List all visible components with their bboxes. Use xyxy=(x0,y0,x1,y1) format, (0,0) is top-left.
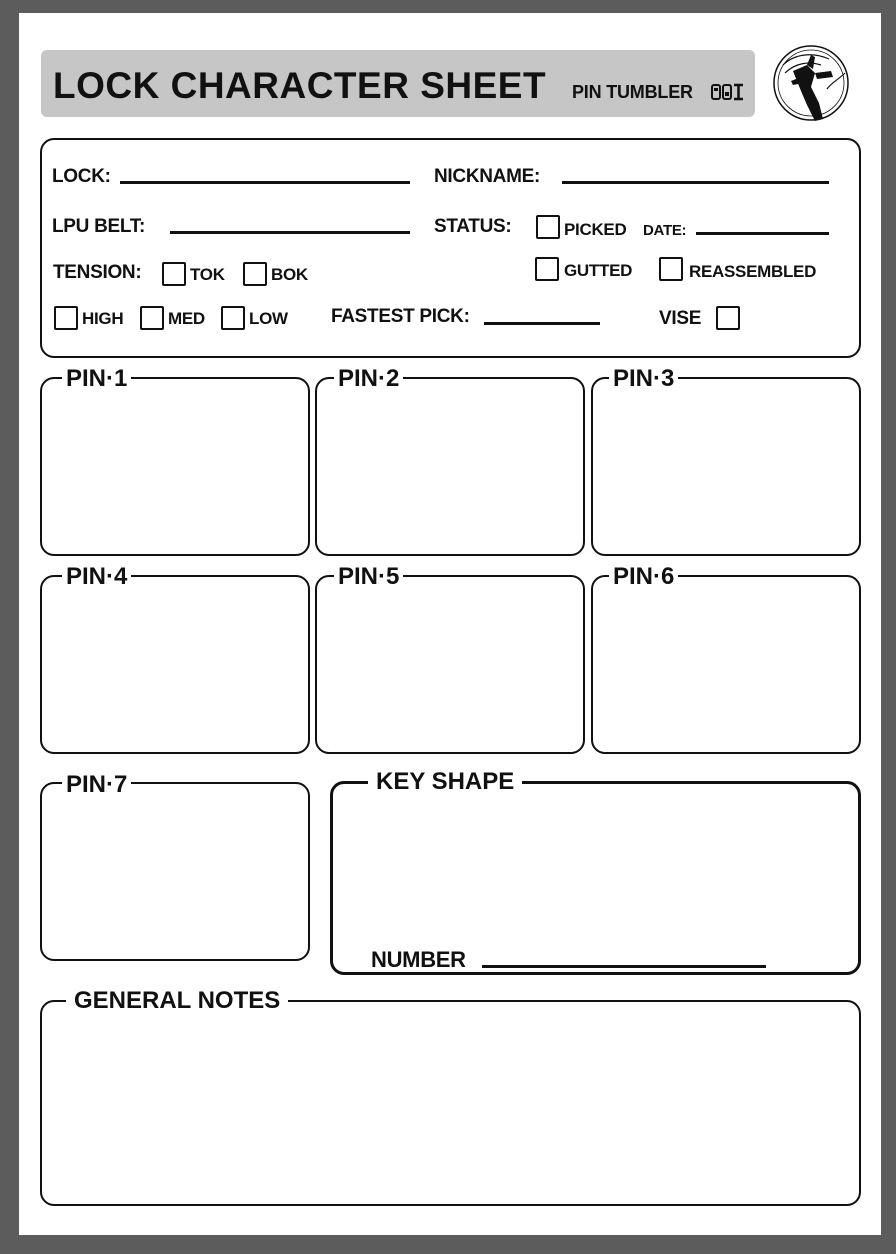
page-title: LOCK CHARACTER SHEET xyxy=(53,65,547,106)
pin-6-box[interactable] xyxy=(591,575,861,754)
nickname-label: NICKNAME: xyxy=(434,166,541,187)
pin-3-title: PIN·3 xyxy=(609,367,678,391)
fastest-pick-field[interactable] xyxy=(484,322,600,325)
lock-label: LOCK: xyxy=(52,166,111,187)
date-field[interactable] xyxy=(696,232,829,235)
pin-5-box[interactable] xyxy=(315,575,585,754)
pin-5-title: PIN·5 xyxy=(334,565,403,589)
tension-label: TENSION: xyxy=(53,262,142,283)
vise-checkbox[interactable] xyxy=(716,306,740,330)
med-checkbox[interactable] xyxy=(140,306,164,330)
date-label: DATE: xyxy=(643,222,687,239)
character-sheet-page xyxy=(19,13,881,1235)
pin-3-box[interactable] xyxy=(591,377,861,556)
reassembled-label: REASSEMBLED xyxy=(689,262,817,281)
fastest-pick-label: FASTEST PICK: xyxy=(331,306,470,327)
pin-4-title: PIN·4 xyxy=(62,565,131,589)
high-checkbox[interactable] xyxy=(54,306,78,330)
low-label: LOW xyxy=(249,309,288,328)
key-shape-title: KEY SHAPE xyxy=(368,770,522,794)
lpu-belt-label: LPU BELT: xyxy=(52,216,145,237)
picked-label: PICKED xyxy=(564,220,627,239)
pin-1-box[interactable] xyxy=(40,377,310,556)
general-notes-box[interactable] xyxy=(40,1000,861,1206)
tok-label: TOK xyxy=(190,265,225,284)
high-label: HIGH xyxy=(82,309,124,328)
pin-2-title: PIN·2 xyxy=(334,367,403,391)
pin-7-title: PIN·7 xyxy=(62,773,131,797)
tok-checkbox[interactable] xyxy=(162,262,186,286)
low-checkbox[interactable] xyxy=(221,306,245,330)
bok-checkbox[interactable] xyxy=(243,262,267,286)
nickname-field[interactable] xyxy=(562,181,829,184)
key-number-field[interactable] xyxy=(482,965,766,968)
pin-tumbler-icon xyxy=(711,83,745,101)
pin-7-box[interactable] xyxy=(40,782,310,961)
general-notes-title: GENERAL NOTES xyxy=(66,989,288,1013)
reassembled-checkbox[interactable] xyxy=(659,257,683,281)
number-label: NUMBER xyxy=(371,947,466,972)
pin-1-title: PIN·1 xyxy=(62,367,131,391)
lpu-belt-field[interactable] xyxy=(170,231,410,234)
page-subtitle: PIN TUMBLER xyxy=(572,82,693,102)
hand-key-logo xyxy=(771,43,851,123)
gutted-checkbox[interactable] xyxy=(535,257,559,281)
key-shape-box[interactable] xyxy=(330,781,861,975)
pin-4-box[interactable] xyxy=(40,575,310,754)
pin-6-title: PIN·6 xyxy=(609,565,678,589)
med-label: MED xyxy=(168,309,205,328)
pin-2-box[interactable] xyxy=(315,377,585,556)
vise-label: VISE xyxy=(659,308,702,329)
bok-label: BOK xyxy=(271,265,308,284)
lock-field[interactable] xyxy=(120,181,410,184)
gutted-label: GUTTED xyxy=(564,261,633,280)
status-label: STATUS: xyxy=(434,216,512,237)
picked-checkbox[interactable] xyxy=(536,215,560,239)
